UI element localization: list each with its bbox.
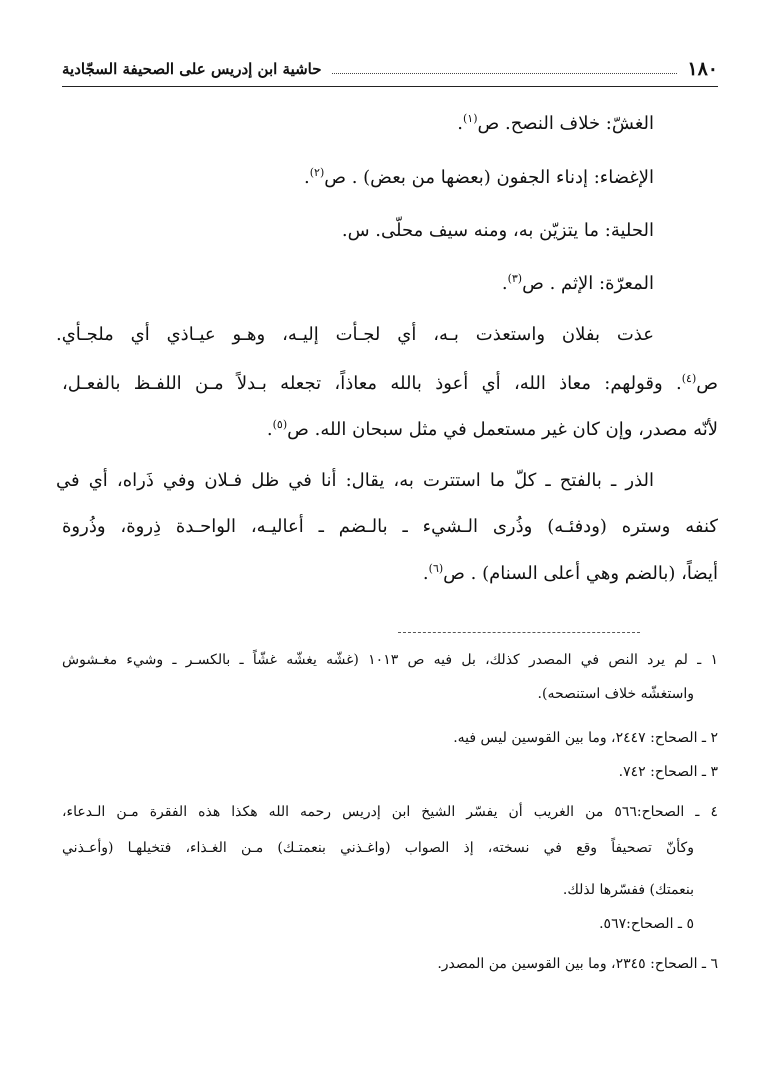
footnote-ref: (٥): [272, 418, 288, 431]
footnote-3: ٣ ـ الصحاح: ٧٤٢.: [618, 764, 718, 780]
footnote-ref: (٦): [428, 562, 444, 575]
para1-line1: عذت بفلان واستعذت بـه، أي لجـأت إليـه، وهـو عيـاذي أي ملجـأي.: [56, 324, 654, 345]
footnote-1-line2: واستغشّه خلاف استنصحه).: [537, 686, 694, 702]
footnote-separator: [398, 632, 640, 633]
para2-line1: الذر ـ بالفتح ـ كلّ ما استترت به، يقال: أنا في ظل فـلان وفي ذَراه، أي في: [56, 470, 654, 491]
footnote-1-line1: ١ ـ لم يرد النص في المصدر كذلك، بل فيه ص ١٠١٣ (غشّه يغشّه غشّاً ـ بالكسـر ـ وشيء مغـشوش: [62, 652, 718, 668]
footnote-ref: (١): [462, 112, 478, 125]
footnote-6: ٦ ـ الصحاح: ٢٣٤٥، وما بين القوسين من المصدر.: [437, 956, 718, 972]
para2-line2: كنفه وستره (ودفئـه) وذُرى الـشيء ـ بالـضم ـ أعاليـه، الواحـدة ذِروة، وذُروة: [62, 516, 718, 537]
entry-ighda: الإغضاء: إدناء الجفون (بعضها من بعض) . ص$^{(٢)}$.: [303, 166, 654, 188]
footnote-4-line2: وكأنّ تصحيفاً وقع في نسخته، إذ الصواب (واغـذني بنعمتـك) مـن الغـذاء، فتخيلهـا (وأعـذني: [62, 840, 694, 856]
running-title: حاشية ابن إدريس على الصحيفة السجّادية: [62, 60, 322, 78]
footnote-4-line1: ٤ ـ الصحاح:٥٦٦ من الغريب أن يفسّر الشيخ ابن إدريس رحمه الله هكذا هذه الفقرة مـن الـدعاء،: [62, 804, 718, 820]
footnote-5: ٥ ـ الصحاح:٥٦٧.: [599, 916, 694, 932]
para2-line3: أيضاً، (بالضم وهي أعلى السنام) . ص$^{(٦)}$.: [422, 562, 718, 584]
page-number: ١٨٠: [687, 58, 718, 80]
footnote-ref: (٢): [309, 166, 325, 179]
footnote-ref: (٣): [507, 272, 523, 285]
footnote-ref: (٤): [681, 372, 697, 385]
footnote-4-line3: بنعمتك) ففسّرها لذلك.: [562, 882, 694, 898]
para1-line3: لأنّه مصدر، وإن كان غير مستعمل في مثل سبحان الله. ص$^{(٥)}$.: [266, 418, 718, 440]
running-header: [62, 52, 718, 87]
header-dotted-leader: [332, 73, 678, 74]
entry-maarra: المعرّة: الإثم . ص$^{(٣)}$.: [501, 272, 654, 294]
entry-hilya: الحلية: ما يتزيّن به، ومنه سيف محلّى. س.: [341, 220, 654, 241]
footnote-2: ٢ ـ الصحاح: ٢٤٤٧، وما بين القوسين ليس فيه.: [453, 730, 718, 746]
para1-line2: ص$^{(٤)}$. وقولهم: معاذ الله، أي أعوذ بالله معاذاً، تجعله بـدلاً مـن اللفـظ بالفعـل،: [62, 372, 718, 394]
entry-ghash: الغشّ: خلاف النصح. ص$^{(١)}$.: [457, 112, 654, 134]
